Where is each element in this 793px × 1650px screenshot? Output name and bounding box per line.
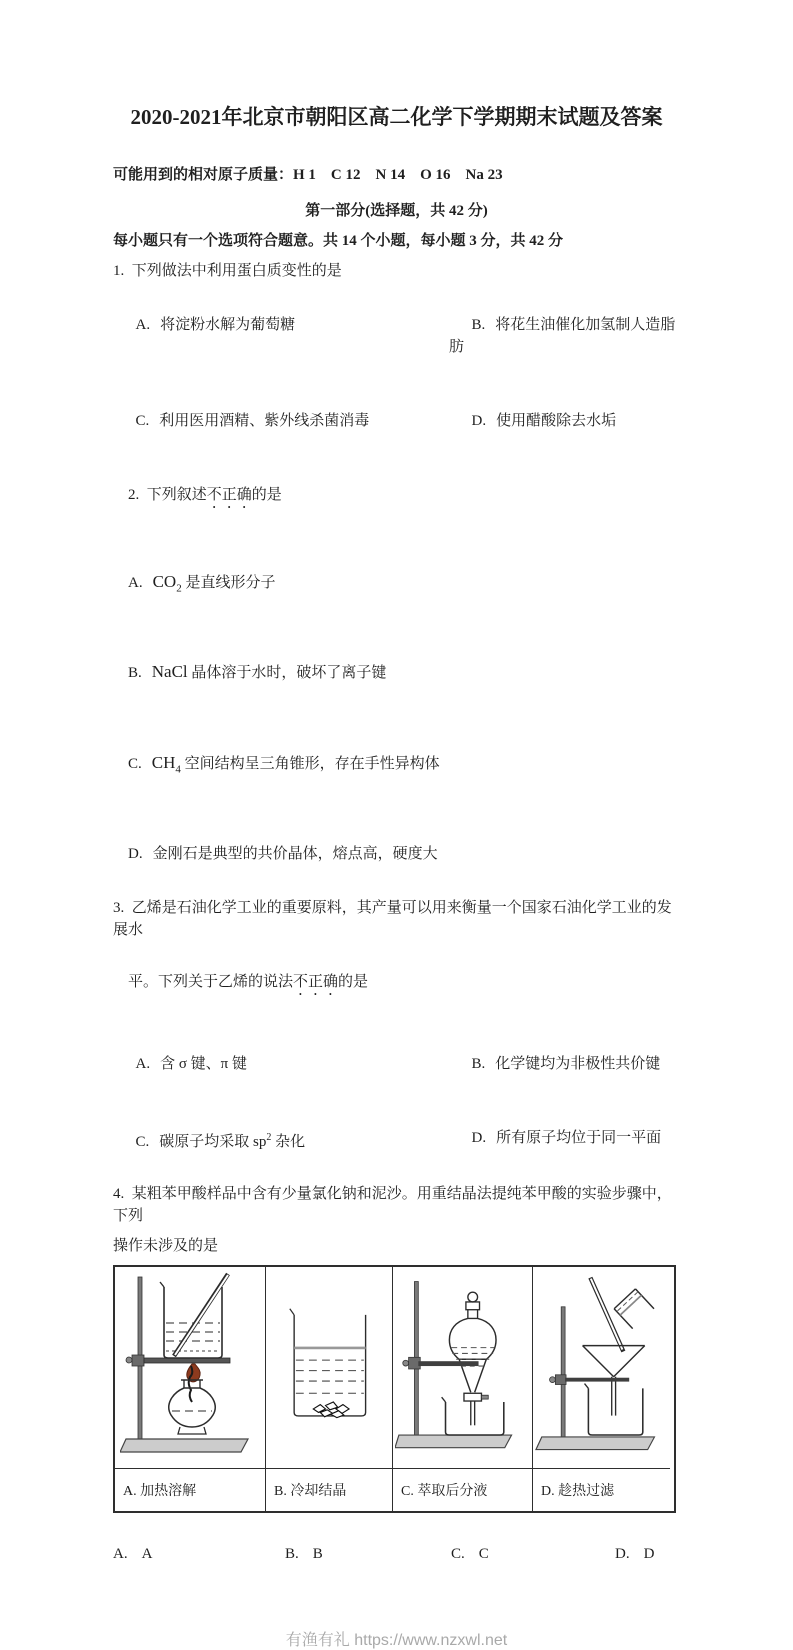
option-text: 将花生油催化加氢制人造脂肪 (449, 317, 676, 355)
answer-option-d (615, 1543, 680, 1565)
stem-emphasized-text: 不正确 (206, 487, 252, 503)
option-label: C. (135, 413, 150, 429)
section-heading: 第一部分(选择题，共 42 分) (305, 203, 488, 219)
option-1c (113, 388, 449, 454)
answer-value: C (478, 1546, 489, 1563)
question-4-answer-row (113, 1543, 680, 1565)
apparatus-caption-a: A. 加热溶解 (115, 1469, 266, 1511)
option-2b (113, 636, 680, 714)
exam-page (113, 0, 680, 1650)
watermark-footer: 有渔有礼 https://www.nzxwl.net (285, 1632, 508, 1650)
page-title: 2020-2021年北京市朝阳区高二化学下学期期末试题及答案 (130, 105, 663, 129)
apparatus-table (113, 1265, 676, 1513)
superscript: 2 (266, 1132, 272, 1144)
option-text: 化学键均为非极性共价键 (495, 1056, 661, 1073)
question-3-stem-line2 (113, 949, 680, 1021)
answer-option-b (285, 1543, 451, 1565)
option-text: 利用医用酒精、紫外线杀菌消毒 (159, 413, 370, 429)
option-2a (113, 546, 680, 624)
apparatus-caption-d: D. 趁热过滤 (541, 1484, 615, 1500)
option-3c (113, 1105, 449, 1175)
apparatus-caption-c: C. 萃取后分液 (393, 1469, 533, 1511)
instruction-line: 每小题只有一个选项符合题意。共 14 个小题，每小题 3 分，共 42 分 (113, 233, 564, 249)
option-text: 将淀粉水解为葡萄糖 (160, 317, 296, 333)
answer-label: C. (451, 1546, 465, 1563)
atomic-mass-line: 可能用到的相对原子质量：H 1 C 12 N 14 O 16 Na 23 (113, 167, 503, 183)
stem-emphasized-text: 不正确 (293, 974, 339, 991)
option-text: 所有原子均位于同一平面 (496, 1130, 662, 1147)
option-label: B. (471, 317, 486, 333)
option-label: B. (128, 665, 142, 682)
option-text: 碳原子均采取 sp (159, 1134, 267, 1151)
answer-value: D (643, 1546, 655, 1563)
apparatus-caption-b: B. 冷却结晶 (266, 1469, 393, 1511)
option-label: A. (128, 575, 143, 591)
chemical-formula: NaCl (151, 662, 188, 682)
option-3a (113, 1031, 449, 1097)
question-3-options-cd (113, 1105, 680, 1175)
heating-dissolution-apparatus-icon (115, 1267, 266, 1469)
chemical-formula: $CH_4$ (151, 752, 181, 776)
option-text: 空间结构呈三角锥形，存在手性异构体 (180, 755, 440, 772)
answer-value: A (141, 1546, 153, 1563)
question-3-options-ab (113, 1031, 680, 1097)
question-3-stem-line1: 3. 乙烯是石油化学工业的重要原料，其产量可以用来衡量一个国家石油化学工业的发展水 (113, 900, 672, 939)
separating-funnel-apparatus-icon (393, 1267, 533, 1469)
option-label: D. (128, 846, 143, 863)
answer-option-c (451, 1543, 615, 1565)
question-1-options-cd (113, 388, 680, 454)
option-label: A. (135, 1056, 151, 1073)
option-text: 使用醋酸除去水垢 (496, 413, 617, 429)
chemical-formula: $CO_2$ (152, 572, 182, 595)
question-4-stem-line1: 4. 某粗苯甲酸样品中含有少量氯化钠和泥沙。用重结晶法提纯苯甲酸的实验步骤中，下列 (113, 1186, 672, 1225)
option-3b (449, 1031, 680, 1097)
option-text: 是直线形分子 (181, 575, 276, 591)
option-label: B. (471, 1056, 486, 1073)
stem-text: 平。下列关于乙烯的说法 (128, 974, 294, 991)
answer-label: B. (285, 1546, 299, 1563)
option-label: C. (128, 755, 142, 772)
option-2c (113, 727, 680, 805)
stem-text: 的是 (251, 487, 282, 503)
question-1-stem: 1. 下列做法中利用蛋白质变性的是 (113, 263, 342, 279)
answer-option-a (113, 1543, 285, 1565)
answer-value: B (312, 1546, 323, 1563)
question-2-stem (113, 462, 680, 534)
option-text: 含 σ 键、π 键 (160, 1056, 248, 1073)
question-4-stem-line2: 操作未涉及的是 (113, 1238, 219, 1255)
option-text: 杂化 (271, 1134, 306, 1151)
option-label: A. (135, 317, 151, 333)
cooling-crystallization-beaker-icon (266, 1267, 393, 1469)
option-2d (113, 818, 680, 890)
stem-text: 的是 (338, 974, 369, 991)
option-1b (449, 292, 680, 380)
option-1d (449, 388, 680, 454)
option-label: C. (135, 1134, 150, 1151)
answer-label: D. (615, 1546, 630, 1563)
option-3d (449, 1105, 680, 1175)
option-label: D. (471, 413, 487, 429)
option-label: D. (471, 1130, 487, 1147)
option-text: 晶体溶于水时，破坏了离子键 (187, 665, 387, 682)
question-1-options-ab (113, 292, 680, 380)
hot-filtration-apparatus-icon (533, 1267, 670, 1469)
option-1a (113, 292, 449, 380)
answer-label: A. (113, 1546, 128, 1563)
stem-text: 2. 下列叙述 (128, 487, 207, 503)
option-text: 金刚石是典型的共价晶体，熔点高，硬度大 (152, 846, 438, 863)
